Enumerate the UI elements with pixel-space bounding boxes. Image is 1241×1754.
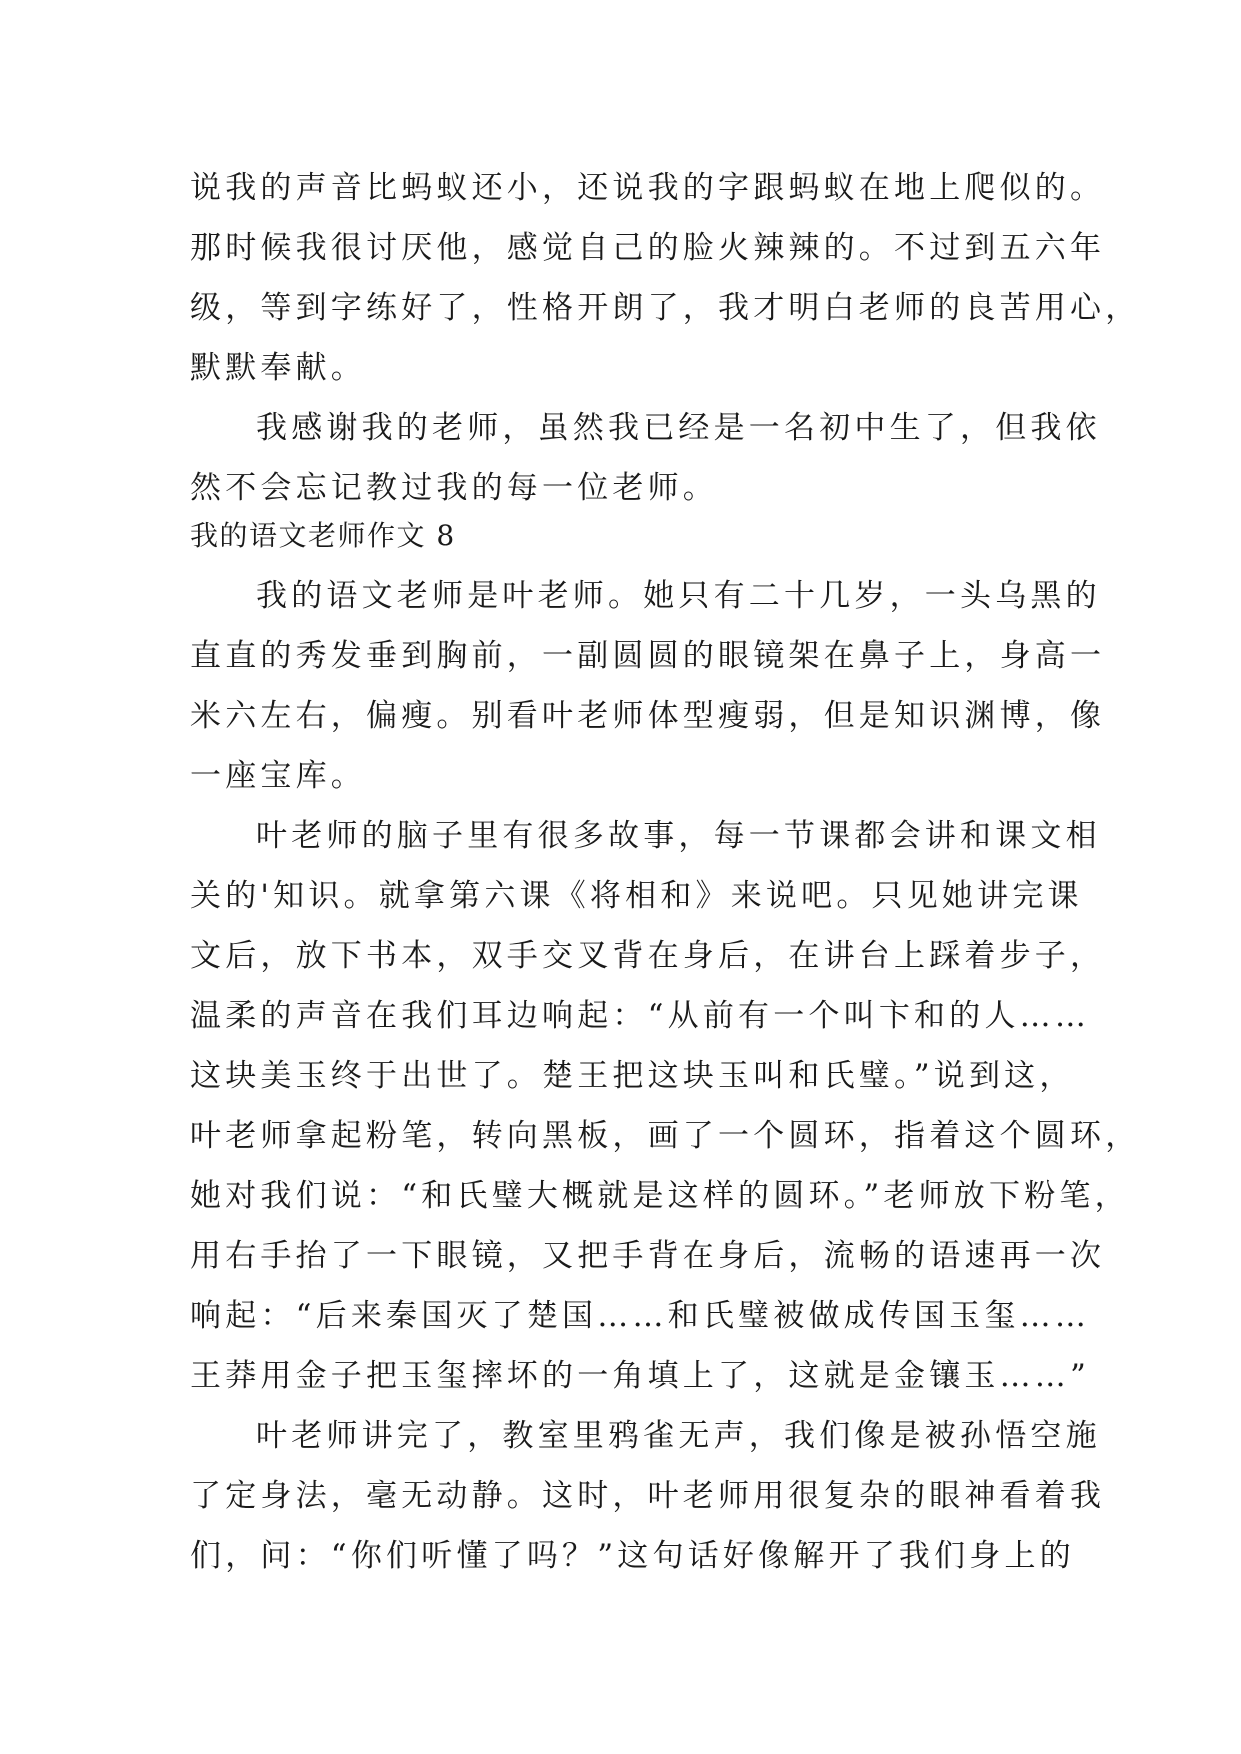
text-line: 这块美玉终于出世了。楚王把这块玉叫和氏璧。”说到这， <box>190 1058 1075 1094</box>
text-line: 米六左右，偏瘦。别看叶老师体型瘦弱，但是知识渊博，像 <box>190 698 1106 734</box>
text-line: 关的'知识。就拿第六课《将相和》来说吧。只见她讲完课 <box>190 878 1083 914</box>
section-heading: 我的语文老师作文 8 <box>190 519 456 552</box>
text-line: 默默奉献。 <box>190 350 366 386</box>
text-line: 级，等到字练好了，性格开朗了，我才明白老师的良苦用心， <box>190 290 1141 326</box>
text-line: 直直的秀发垂到胸前，一副圆圆的眼镜架在鼻子上，身高一 <box>190 638 1106 674</box>
text-line: 那时候我很讨厌他，感觉自己的脸火辣辣的。不过到五六年 <box>190 230 1106 266</box>
text-line: 文后，放下书本，双手交叉背在身后，在讲台上踩着步子， <box>190 938 1106 974</box>
text-line: 一座宝库。 <box>190 758 366 794</box>
text-line: 她对我们说：“和氏璧大概就是这样的圆环。”老师放下粉笔， <box>190 1178 1130 1214</box>
text-line: 们，问：“你们听懂了吗？”这句话好像解开了我们身上的 <box>190 1538 1075 1574</box>
text-line: 然不会忘记教过我的每一位老师。 <box>190 470 718 506</box>
paragraph-first-line: 我感谢我的老师，虽然我已经是一名初中生了，但我依 <box>256 410 1101 446</box>
text-line: 叶老师拿起粉笔，转向黑板，画了一个圆环，指着这个圆环， <box>190 1118 1141 1154</box>
paragraph-first-line: 叶老师讲完了，教室里鸦雀无声，我们像是被孙悟空施 <box>256 1418 1101 1454</box>
text-line: 响起：“后来秦国灭了楚国……和氏璧被做成传国玉玺…… <box>190 1298 1091 1334</box>
text-line: 温柔的声音在我们耳边响起：“从前有一个叫卞和的人…… <box>190 998 1091 1034</box>
text-line: 用右手抬了一下眼镜，又把手背在身后，流畅的语速再一次 <box>190 1238 1106 1274</box>
paragraph-first-line: 叶老师的脑子里有很多故事，每一节课都会讲和课文相 <box>256 818 1101 854</box>
text-line: 王莽用金子把玉玺摔坏的一角填上了，这就是金镶玉……” <box>190 1358 1091 1394</box>
paragraph-first-line: 我的语文老师是叶老师。她只有二十几岁，一头乌黑的 <box>256 578 1101 614</box>
text-line: 说我的声音比蚂蚁还小，还说我的字跟蚂蚁在地上爬似的。 <box>190 170 1106 206</box>
text-line: 了定身法，毫无动静。这时，叶老师用很复杂的眼神看着我 <box>190 1478 1106 1514</box>
